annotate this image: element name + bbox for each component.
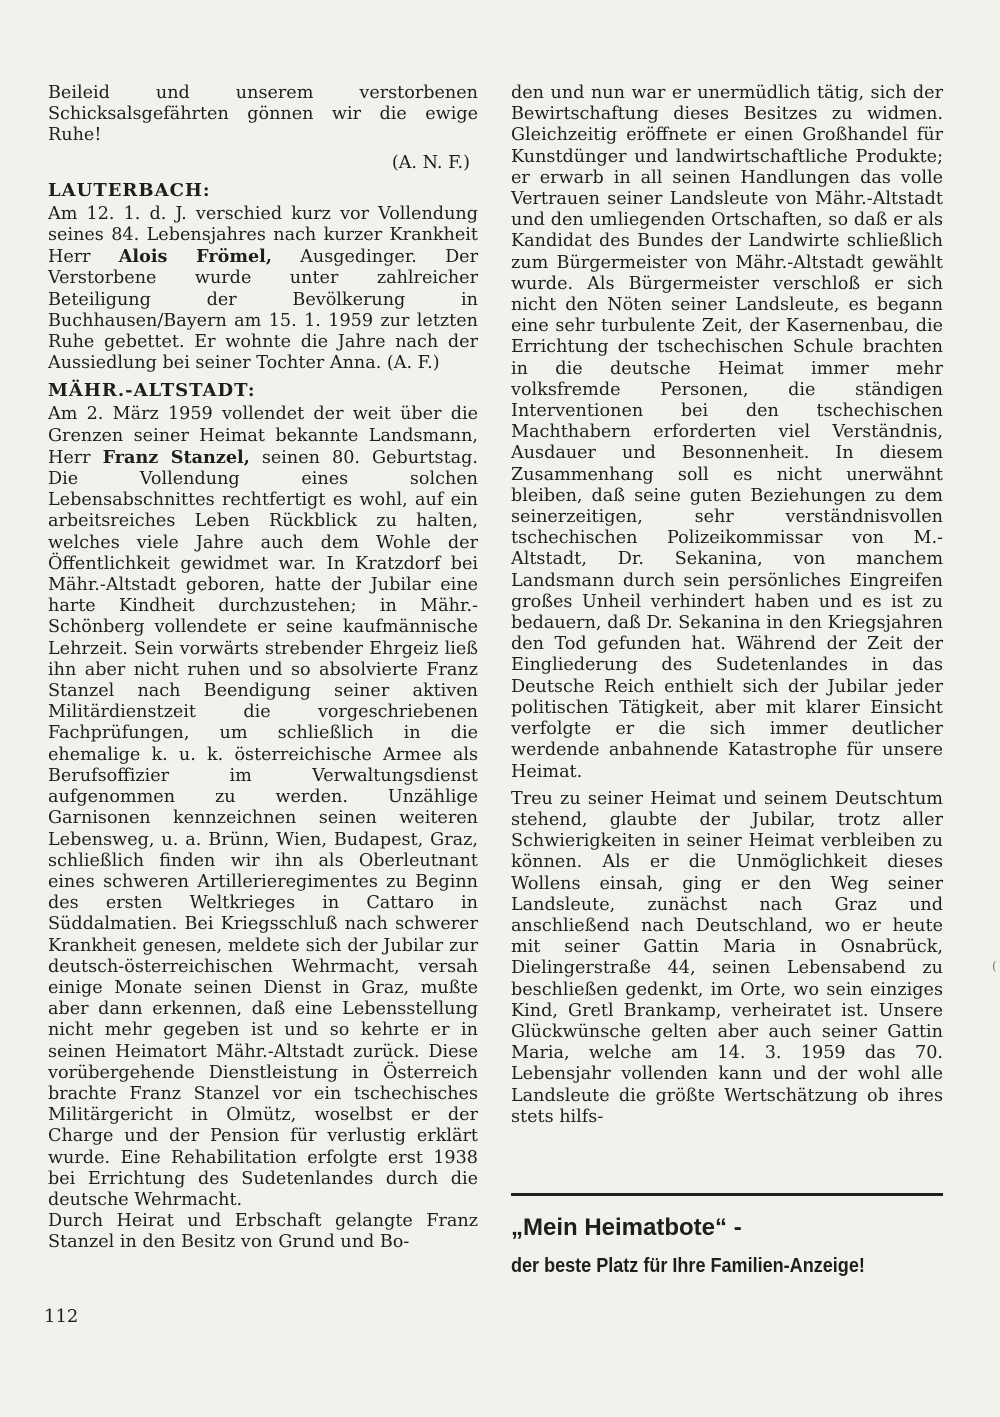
right-paragraph-2: Treu zu seiner Heimat und seinem Deutschtum stehend, glaubte der Jubilar, trotz aller Schwierigkeiten in seiner Heimat verbleiben zu können. Als er die Unmöglichkeit dieses Wollens einsah, ging er den Weg seiner Landsleute, zunächst nach Graz und anschließend nach Deutschland, wo er heute mit seiner Gattin Maria in Osnabrück, Dielingerstraße 44, seinen Lebensabend zu beschließen gedenkt, im Orte, wo sein einziges Kind, Gretl Brankamp, verheiratet ist. Unsere Glückwünsche gelten aber auch seiner Gattin Maria, welche am 14. 3. 1959 das 70. Lebensjahr vollenden kann und der wohl alle Landsleute die größte Wertschätzung ob ihres stets hilfs- [511, 788, 943, 1127]
left-column [48, 83, 478, 1254]
edge-mark: ( [992, 959, 997, 973]
right-column [511, 83, 943, 1128]
intro-signature: (A. N. F.) [391, 152, 470, 173]
intro-text: Beileid und unserem verstorbenen Schicksalsgefährten gönnen wir die ewige Ruhe! [48, 83, 478, 146]
page-number: 112 [44, 1306, 79, 1327]
advertisement [511, 1213, 943, 1280]
right-paragraph-1: den und nun war er unermüdlich tätig, sich der Bewirtschaftung dieses Besitzes zu widmen. Gleichzeitig eröffnete er einen Großhandel für Kunstdünger und landwirtschaftliche Produkte; er erwarb in all seinen Handlungen das volle Vertrauen seiner Landsleute von Mähr.-Altstadt und den umliegenden Ortschaften, so daß er als Kandidat des Bundes der Landwirte schließlich zum Bürgermeister von Mähr.-Altstadt gewählt wurde. Als Bürgermeister verschloß er sich nicht den Nöten seiner Landsleute, es begann eine sehr turbulente Zeit, der Kasernenbau, die Errichtung der tschechischen Schule brachten in die deutsche Heimat immer mehr volksfremde Personen, die ständigen Interventionen bei den tschechischen Machthabern erforderten viel Verständnis, Ausdauer und Besonnenheit. In diesem Zusammenhang soll es nicht unerwähnt bleiben, daß seine guten Beziehungen zu dem seinerzeitigen, sehr verständnisvollen tschechischen Polizeikommissar von M.-Altstadt, Dr. Sekanina, von manchem Landsmann durch sein persönliches Eingreifen großes Unheil verhindert haben und es ist zu bedauern, daß Dr. Sekanina in den Kriegsjahren den Tod gefunden hat. Während der Zeit der Eingliederung des Sudetenlandes in das Deutsche Reich enthielt sich der Jubilar jeder politischen Tätigkeit, aber mit klarer Einsicht verfolgte er die sich immer deutlicher werdende anbahnende Katastrophe für unsere Heimat. [511, 83, 943, 782]
altstadt-text-after: seinen 80. Geburtstag. Die Vollendung eines solchen Lebensabschnittes rechtfertigt es wohl, auf ein arbeitsreiches Leben Rückblick zu halten, welches viele Jahre auch dem Wohle der Öffentlichkeit gewidmet war. In Kratzdorf bei Mähr.-Altstadt geboren, hatte der Jubilar eine harte Kindheit durchzustehen; in Mähr.-Schönberg vollendete er seine kaufmännische Lehrzeit. Sein vorwärts strebender Ehrgeiz ließ ihn aber nicht ruhen und so absolvierte Franz Stanzel nach Beendigung seiner aktiven Militärdienstzeit die vorgeschriebenen Fachprüfungen, um schließlich in die ehemalige k. u. k. österreichische Armee als Berufsoffizier im Verwaltungsdienst aufgenommen zu werden. Unzählige Garnisonen kennzeichnen seinen weiteren Lebensweg, u. a. Brünn, Wien, Budapest, Graz, schließlich finden wir ihn als Oberleutnant eines schweren Artillerieregimentes zu Beginn des ersten Weltkrieges in Cattaro in Süddalmatien. Bei Kriegsschluß nach schwerer Krankheit genesen, meldete sich der Jubilar zur deutsch-österreichischen Wehrmacht, versah einige Monate seinen Dienst in Graz, mußte aber dann erkennen, daß eine Lebensstellung nicht mehr gegeben ist und so kehrte er in seinen Heimatort Mähr.-Altstadt zurück. Diese vorübergehende Dienstleistung in Österreich brachte Franz Stanzel vor ein tschechisches Militärgericht in Olmütz, woselbst er der Charge und der Pension für verlustig erklärt wurde. Eine Rehabilitation erfolgte erst 1938 bei Errichtung des Sudetenlandes durch die deutsche Wehrmacht. [48, 447, 479, 1210]
altstadt-name: Franz Stanzel, [102, 446, 250, 468]
altstadt-paragraph [48, 404, 478, 1211]
ad-subtitle: der beste Platz für Ihre Familien-Anzeige! [511, 1254, 865, 1277]
lauterbach-text-after: Ausgedinger. Der Verstorbene wurde unter zahlreicher Beteiligung der Bevölkerung in Buchhausen/Bayern am 15. 1. 1959 zur letzten Ruhe gebettet. Er wohnte die Jahre nach der Aussiedlung bei seiner Tochter Anna. (A. F.) [48, 247, 479, 374]
intro-paragraph [48, 83, 478, 147]
ad-divider [511, 1193, 943, 1196]
heading-altstadt: MÄHR.-ALTSTADT: [48, 380, 256, 402]
lauterbach-paragraph [48, 204, 478, 375]
heading-lauterbach: LAUTERBACH: [48, 179, 211, 201]
lauterbach-name: Alois Frömel, [118, 246, 272, 268]
altstadt-paragraph-2: Durch Heirat und Erbschaft gelangte Franz Stanzel in den Besitz von Grund und Bo- [48, 1211, 478, 1253]
altstadt-text-before: Am 2. März 1959 vollendet der weit über die Grenzen seiner Heimat bekannte Landsmann, Herr [48, 404, 478, 468]
ad-title: „Mein Heimatbote“ - [511, 1214, 742, 1241]
lauterbach-text-before: Am 12. 1. d. J. verschied kurz vor Vollendung seines 84. Lebensjahres nach kurzer Krankheit Herr [48, 203, 478, 268]
